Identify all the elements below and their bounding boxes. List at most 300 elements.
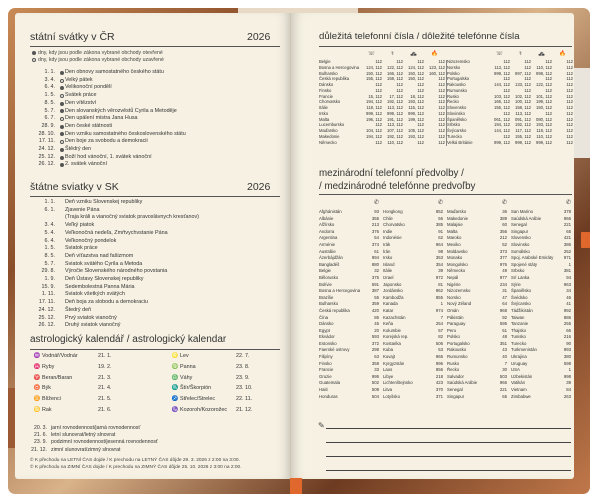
- phone-number: 150, 112: [366, 70, 382, 76]
- zodiac-name: Rak: [42, 407, 52, 413]
- country-name: Monako: [447, 255, 463, 261]
- dial-code: 91: [438, 228, 443, 234]
- phone-number: 112: [566, 128, 573, 133]
- elastic-band[interactable]: [290, 478, 302, 494]
- country-code-row: [447, 334, 507, 341]
- phone-number: 193, 112: [408, 133, 424, 139]
- country-name: Česká republika: [319, 76, 350, 82]
- emergency-numbers-table: [319, 50, 446, 145]
- phone-number: 112: [545, 59, 552, 64]
- country-name: Francie: [319, 367, 334, 373]
- fire-icon: 🔥: [431, 51, 438, 57]
- holiday-marker: [58, 154, 65, 162]
- country-code-row: [383, 367, 443, 374]
- country-name: Rakousko: [447, 82, 466, 87]
- phone-number: 112: [566, 99, 573, 105]
- dial-code: 36: [502, 209, 507, 214]
- dial-code: 598: [563, 360, 571, 366]
- dial-code: 962: [435, 288, 443, 294]
- dial-code: 93: [374, 209, 379, 214]
- country-name: Kolumbie: [383, 327, 401, 333]
- country-name: Arménie: [319, 241, 336, 247]
- zodiac-row: [32, 385, 122, 391]
- zodiac-name: Váhy: [180, 374, 193, 381]
- country-name: Slovensko: [511, 235, 531, 241]
- phone-number: 150, 112: [536, 105, 552, 110]
- zodiac-start-date: 22. 11.: [236, 396, 253, 403]
- country-name: Brazílie: [319, 294, 334, 300]
- country-code-row: [447, 216, 507, 223]
- country-name: Německo: [447, 268, 466, 274]
- country-name: Turecko: [447, 133, 462, 139]
- country-code-row: [447, 347, 507, 354]
- phone-number: 194, 112: [494, 122, 510, 128]
- country-code-row: [511, 229, 571, 236]
- phone-number: 199, 112: [408, 116, 424, 122]
- zodiac-row: [170, 396, 260, 402]
- dial-code: 595: [499, 321, 507, 327]
- dial-code: 86: [374, 314, 379, 320]
- emergency-numbers-table: [447, 50, 573, 145]
- zodiac-row: [170, 375, 260, 381]
- holiday-marker: [58, 222, 65, 230]
- phone-number: 999, 112: [387, 110, 403, 116]
- phone-number: 112: [438, 82, 445, 87]
- phone-number: 112: [545, 87, 552, 93]
- sk-holiday-row: [36, 222, 199, 230]
- zodiac-sign-icon: ♋: [33, 407, 41, 413]
- country-name: Itálie: [383, 268, 393, 274]
- country-name: Alžírsko: [319, 222, 335, 228]
- phone-number: 112: [503, 133, 510, 139]
- country-name: Německo: [319, 139, 337, 145]
- country-name: USA: [511, 367, 520, 373]
- country-code-row: [447, 341, 507, 348]
- sk-holiday-row: [36, 214, 199, 222]
- phone-number: 112: [438, 116, 445, 122]
- country-code-row: [383, 229, 443, 236]
- country-code-row: [447, 222, 507, 229]
- dial-code: 7: [440, 314, 443, 320]
- country-code-row: [447, 268, 507, 275]
- country-code-row: [383, 216, 443, 223]
- dial-code: 66: [566, 327, 571, 333]
- dial-code: 31: [502, 288, 507, 294]
- holiday-date: 5. 7.: [44, 260, 55, 267]
- holiday-marker: [58, 92, 65, 100]
- holiday-name: (Traja králi a vianočný sviatok pravoslávnych kresťanov): [65, 214, 199, 221]
- country-name: Turkmenistán: [511, 347, 537, 353]
- country-name: Itálie: [319, 105, 328, 110]
- holiday-date: 6. 1.: [44, 206, 55, 213]
- dial-code: 423: [435, 380, 443, 386]
- sk-holiday-row: [36, 207, 199, 215]
- country-name: Chorvatsko: [383, 222, 405, 228]
- country-code-row: [511, 255, 571, 262]
- country-code-row: [447, 380, 507, 387]
- phone-number: 999, 112: [494, 139, 510, 145]
- country-name: Nizozemsko: [447, 288, 471, 294]
- country-code-row: [511, 367, 571, 374]
- holiday-marker: [58, 307, 65, 315]
- country-name: Andorra: [319, 228, 335, 234]
- phone-handset-icon: ✆: [437, 200, 443, 206]
- phone-number: 194, 112: [366, 99, 382, 105]
- dial-code: 966: [563, 215, 571, 221]
- sk-holiday-row: [36, 238, 199, 246]
- holiday-date: 1. 9.: [44, 276, 55, 283]
- equinox-text: letní slunovrat/letný slnovrat: [51, 432, 116, 439]
- country-code-row: [447, 394, 507, 401]
- zodiac-row: [170, 407, 260, 413]
- country-name: Haiti: [319, 387, 328, 393]
- country-name: Omán: [447, 307, 459, 313]
- phone-number: 118, 112: [366, 105, 382, 110]
- country-name: Island: [383, 261, 395, 267]
- country-code-row: [511, 282, 571, 289]
- country-name: Peru: [447, 327, 457, 333]
- holiday-marker: [58, 123, 65, 131]
- dial-code: 886: [563, 314, 571, 320]
- dial-code: 216: [563, 334, 571, 340]
- country-name: Švédsko: [511, 294, 528, 300]
- country-code-row: [511, 334, 571, 341]
- sk-holiday-row: [36, 245, 199, 253]
- holiday-date: 8. 5.: [44, 99, 55, 106]
- phone-number: 112: [396, 82, 403, 87]
- country-name: Tanzanie: [511, 321, 529, 327]
- column-header: [511, 198, 571, 207]
- holiday-marker: [58, 115, 65, 123]
- dial-code: 370: [435, 387, 443, 393]
- zodiac-start-date: 19. 2.: [98, 363, 112, 370]
- country-name: Rumunsko: [447, 87, 468, 93]
- holiday-name: Veľkonočná nedeľa, Zmŕtvychvstanie Pána: [65, 229, 168, 236]
- zodiac-name: Panna: [180, 363, 196, 370]
- dial-code: 92: [502, 314, 507, 320]
- equinox-row: [29, 447, 158, 454]
- dial-code: 33: [374, 367, 379, 373]
- dial-code: 54: [374, 235, 379, 241]
- zodiac-row: [32, 396, 122, 402]
- phone-number: 112: [396, 59, 403, 64]
- country-name: Laos: [383, 367, 393, 373]
- country-code-row: [511, 209, 571, 216]
- zodiac-start-date: 23. 8.: [236, 363, 250, 370]
- zodiac-start-date: 23. 10.: [236, 385, 253, 392]
- phone-number: 999, 112: [408, 110, 424, 116]
- dial-code: 213: [371, 222, 379, 228]
- dial-code: 55: [374, 294, 379, 300]
- holiday-marker: [58, 161, 65, 169]
- country-code-row: [511, 242, 571, 249]
- dial-code: 212: [499, 235, 507, 241]
- phone-number: 112: [375, 59, 382, 64]
- zodiac-start-date: 21. 5.: [98, 396, 112, 403]
- phone-number: 112: [417, 59, 424, 64]
- holiday-date: 25. 12.: [38, 153, 55, 160]
- legend-open: dny, kdy jsou podle zákona vybrané obchody uzavřené: [32, 57, 164, 63]
- phone-number: 101, 112: [536, 93, 552, 99]
- dial-code: 53: [438, 347, 443, 353]
- country-name: Lotyšsko: [383, 393, 400, 399]
- phone-number: 155, 112: [366, 76, 382, 82]
- country-code-row: [383, 354, 443, 361]
- dial-code: 7: [504, 360, 507, 366]
- dial-code: 62: [438, 235, 443, 241]
- phone-number: 115, 112: [408, 105, 424, 110]
- dial-code: 46: [566, 294, 571, 300]
- country-code-row: [447, 262, 507, 269]
- sk-holiday-row: [36, 199, 199, 207]
- phone-number: 112: [566, 93, 573, 99]
- holiday-name: Sedembolestná Panna Mária: [65, 283, 135, 290]
- dial-code: 60: [502, 222, 507, 228]
- filled-dot-icon: [60, 109, 64, 113]
- phone-number: 112: [396, 87, 403, 93]
- phone-number: 112: [566, 87, 573, 93]
- cz-holiday-row: [36, 100, 186, 108]
- dial-code: 221: [563, 222, 571, 228]
- dial-code: 372: [371, 340, 379, 346]
- dial-code: 995: [371, 373, 379, 379]
- zodiac-sign-icon: ♌: [171, 353, 179, 359]
- dial-code: 1: [568, 367, 571, 373]
- phone-number: 124, 112: [408, 64, 424, 70]
- country-name: Maďarsko: [319, 128, 338, 133]
- holiday-date: 5. 7.: [44, 107, 55, 114]
- phone-number: 112: [438, 139, 445, 145]
- dial-code: 385: [435, 222, 443, 228]
- phone-number: 112: [438, 76, 445, 82]
- equinox-text: zimní slunovrat/zimný slnovrat: [51, 446, 121, 453]
- country-name: Faerské ostrovy: [319, 347, 350, 353]
- country-name: Keňa: [383, 321, 394, 327]
- dial-code: 32: [374, 268, 379, 274]
- phone-number: 194, 112: [366, 133, 382, 139]
- dial-code: 359: [371, 301, 379, 307]
- country-name: Paraguay: [447, 321, 466, 327]
- dial-code: 45: [374, 321, 379, 327]
- holiday-name: Veľkonočný pondelok: [65, 237, 117, 244]
- country-name: Irsko: [383, 255, 393, 261]
- sk-holiday-row: [36, 261, 199, 269]
- dial-code: 593: [371, 334, 379, 340]
- country-name: Taiwan: [511, 314, 525, 320]
- zodiac-name: Kozoroh/Kozorožec: [180, 407, 228, 413]
- phone-number: 112: [438, 122, 445, 128]
- left-page: [15, 13, 291, 479]
- country-name: Maroko: [447, 235, 462, 241]
- equinox-date: 20. 3.: [34, 425, 47, 431]
- country-code-row: [383, 341, 443, 348]
- country-name: Rusko: [447, 93, 459, 99]
- holiday-name: Zjavenie Pána: [65, 206, 100, 213]
- country-code-row: [447, 295, 507, 302]
- phone-row: [447, 140, 573, 146]
- phone-number: 112: [438, 59, 445, 64]
- dial-code: 992: [563, 307, 571, 313]
- country-name: Afghánistán: [319, 209, 342, 214]
- country-name: Malta: [447, 228, 458, 234]
- holiday-name: Svátek práce: [65, 92, 97, 99]
- phone-number: 112: [438, 110, 445, 116]
- phone-number: 103, 112: [494, 93, 510, 99]
- country-name: Vietnam: [511, 387, 527, 393]
- country-name: Španělsko: [447, 116, 467, 122]
- phone-number: 166, 112: [494, 99, 510, 105]
- dial-code: 387: [371, 288, 379, 294]
- equinox-date: 23. 9.: [34, 439, 47, 446]
- country-name: Estonsko: [319, 340, 337, 346]
- holiday-date: 28. 9.: [41, 122, 55, 129]
- phone-number: 112: [524, 64, 531, 70]
- phone-number: 112: [417, 139, 424, 145]
- country-name: Norsko: [447, 64, 461, 70]
- column-header: [319, 198, 379, 207]
- country-name: Gruzie: [319, 373, 332, 379]
- holiday-marker: [58, 291, 65, 299]
- holiday-marker: [58, 268, 65, 276]
- dial-code: 353: [435, 255, 443, 261]
- country-name: Senegal: [511, 222, 527, 228]
- country-name: San Marino: [511, 209, 533, 214]
- country-code-row: [383, 288, 443, 295]
- holiday-name: Výročie Slovenského národného povstania: [65, 268, 168, 275]
- country-name: Dánsko: [319, 82, 334, 87]
- phone-number: 150, 112: [408, 70, 424, 76]
- holiday-date: 1. 5.: [44, 92, 55, 99]
- holiday-marker: [58, 199, 65, 207]
- country-code-row: [383, 255, 443, 262]
- country-name: Maďarsko: [447, 209, 467, 214]
- holiday-marker: [58, 100, 65, 108]
- country-code-row: [447, 288, 507, 295]
- dial-code: 81: [438, 281, 443, 287]
- filled-dot-icon: [60, 102, 64, 106]
- country-code-row: [511, 216, 571, 223]
- icon-header: [447, 50, 573, 58]
- country-code-row: [319, 347, 379, 354]
- phone-number: 17, 112: [389, 93, 403, 99]
- country-name: Kostarika: [383, 340, 401, 346]
- country-code-row: [511, 328, 571, 335]
- sk-holiday-row: [36, 299, 199, 307]
- country-name: Česká republika: [319, 307, 350, 313]
- country-name: Velká Británie: [447, 139, 473, 145]
- phone-number: 192, 112: [387, 99, 403, 105]
- country-code-row: [383, 380, 443, 387]
- zodiac-sign-icon: ♒: [33, 353, 41, 359]
- phone-number: 158, 112: [515, 105, 531, 110]
- country-code-row: [447, 249, 507, 256]
- country-name: Spojené státy: [511, 261, 538, 267]
- country-name: Norsko: [447, 294, 461, 300]
- country-name: Španělsko: [511, 288, 532, 294]
- country-name: Kuvajt: [383, 354, 395, 360]
- country-code-row: [511, 380, 571, 387]
- column-header: [383, 198, 443, 207]
- phone-number: 196, 112: [366, 116, 382, 122]
- country-code-row: [319, 315, 379, 322]
- dial-code: 502: [371, 380, 379, 386]
- phone-number: 112: [375, 139, 382, 145]
- sk-holidays-title: štátne sviatky v SK: [30, 181, 119, 193]
- zodiac-start-date: 21. 1.: [98, 353, 112, 359]
- phone-number: 997, 112: [515, 70, 531, 76]
- country-code-row: [319, 255, 379, 262]
- dial-code: 84: [566, 387, 571, 393]
- zodiac-sign-icon: ♉: [33, 385, 41, 392]
- dial-code: 375: [371, 274, 379, 280]
- equinox-date: 21. 6.: [34, 432, 47, 439]
- country-name: Rumunsko: [447, 354, 468, 360]
- cz-holiday-row: [36, 146, 186, 154]
- phone-number: 160, 112: [429, 70, 445, 76]
- country-name: Izrael: [383, 274, 394, 280]
- country-code-row: [383, 301, 443, 308]
- dial-code: 51: [502, 327, 507, 333]
- police-icon: 🚓: [538, 51, 545, 57]
- holiday-name: Veľký piatok: [65, 222, 95, 229]
- country-name: Makedonie: [447, 215, 469, 221]
- country-name: Indie: [383, 228, 393, 234]
- filled-dot-icon: [60, 148, 64, 152]
- country-code-row: [319, 222, 379, 229]
- dial-code: 976: [499, 261, 507, 267]
- country-name: Ázerbájdžán: [319, 255, 343, 261]
- phone-number: 158, 112: [387, 76, 403, 82]
- country-code-row: [383, 321, 443, 328]
- country-name: Nigérie: [447, 281, 461, 287]
- holiday-name: Deň boja za slobodu a demokraciu: [65, 299, 149, 306]
- equinox-row: [29, 432, 158, 439]
- country-code-row: [447, 321, 507, 328]
- country-code-row: [511, 394, 571, 401]
- phone-number: 112: [417, 87, 424, 93]
- country-name: Dánsko: [319, 321, 334, 327]
- zodiac-sign-icon: ♐: [171, 396, 179, 403]
- dial-code: 355: [371, 215, 379, 221]
- country-code-row: [383, 347, 443, 354]
- country-code-row: [319, 308, 379, 315]
- phone-number: 166, 112: [387, 70, 403, 76]
- dial-code: 218: [435, 373, 443, 379]
- country-name: Turecko: [511, 340, 527, 346]
- sk-holiday-row: [36, 284, 199, 292]
- phone-icon: ☏: [496, 51, 503, 57]
- country-name: Lichtenštejnsko: [383, 380, 413, 386]
- year-label: 2026: [247, 31, 271, 43]
- country-code-row: [319, 288, 379, 295]
- bookmark-ribbon[interactable]: [581, 232, 590, 248]
- phone-number: 112: [438, 128, 445, 133]
- country-code-row: [383, 222, 443, 229]
- country-code-row: [511, 275, 571, 282]
- sk-holiday-row: [36, 291, 199, 299]
- filled-dot-icon: [32, 51, 36, 55]
- dial-code: 65: [566, 228, 571, 234]
- equinox-row: [29, 439, 158, 446]
- zodiac-start-date: 23. 9.: [236, 374, 250, 381]
- country-code-row: [319, 262, 379, 269]
- dial-code: 358: [371, 360, 379, 366]
- country-code-row: [319, 361, 379, 368]
- holiday-marker: [58, 138, 65, 146]
- open-dot-icon: [60, 117, 64, 121]
- column-header: [447, 198, 507, 207]
- title-rule: [30, 349, 280, 350]
